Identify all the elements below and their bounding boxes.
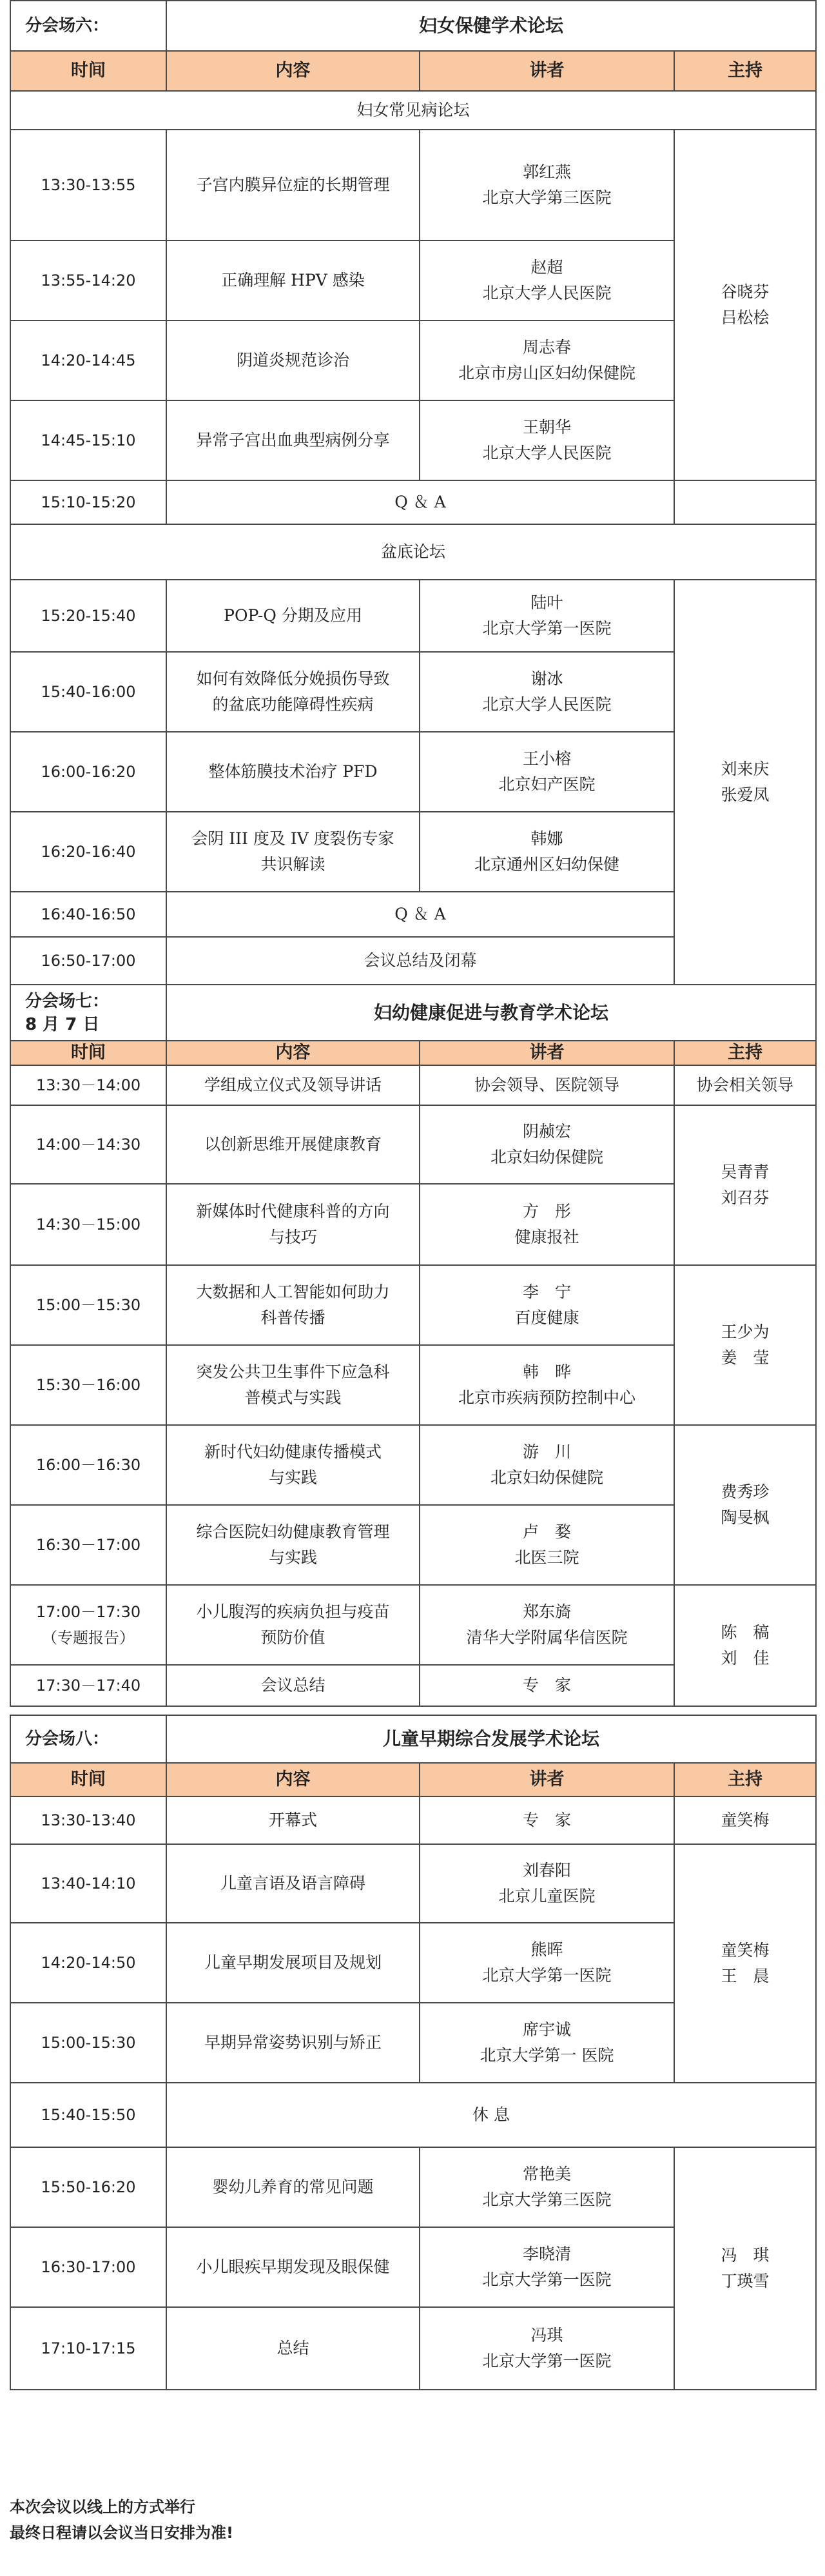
qa-cell: Q ＆ A <box>166 892 674 937</box>
host-cell: 王少为 姜 莹 <box>674 1265 816 1425</box>
speaker-cell: 冯琪 北京大学第一医院 <box>420 2307 674 2390</box>
content-cell: 正确理解 HPV 感染 <box>166 241 420 320</box>
session-8-table <box>10 1715 817 2390</box>
speaker-cell: 赵超 北京大学人民医院 <box>420 241 674 320</box>
content-cell: 阴道炎规范诊治 <box>166 320 420 400</box>
content-cell: 儿童言语及语言障碍 <box>166 1844 420 1923</box>
content-cell: 早期异常姿势识别与矫正 <box>166 2003 420 2083</box>
host-cell: 童笑梅 王 晨 <box>674 1844 816 2083</box>
col-header-host: 主持 <box>674 1763 816 1796</box>
break-cell: 休 息 <box>166 2083 816 2147</box>
content-cell: 整体筋膜技术治疗 PFD <box>166 732 420 812</box>
time-cell: 13:40-14:10 <box>10 1844 166 1923</box>
speaker-cell: 韩娜 北京通州区妇幼保健 <box>420 812 674 892</box>
session-7-table <box>10 985 817 1707</box>
col-header-speaker: 讲者 <box>420 51 674 91</box>
time-cell: 13:30-13:40 <box>10 1796 166 1844</box>
time-cell: 15:00-15:30 <box>10 2003 166 2083</box>
col-header-host: 主持 <box>674 51 816 91</box>
speaker-cell: 卢 婺 北医三院 <box>420 1505 674 1585</box>
time-cell: 15:10-15:20 <box>10 480 166 524</box>
host-cell: 童笑梅 <box>674 1796 816 1844</box>
session-title: 妇女保健学术论坛 <box>166 1 816 51</box>
time-cell: 17:10-17:15 <box>10 2307 166 2390</box>
speaker-cell: 韩 晔 北京市疾病预防控制中心 <box>420 1345 674 1425</box>
speaker-cell: 游 川 北京妇幼保健院 <box>420 1425 674 1505</box>
content-cell: 子宫内膜异位症的长期管理 <box>166 130 420 241</box>
time-cell: 14:20-14:50 <box>10 1923 166 2003</box>
note-online: 本次会议以线上的方式举行 <box>10 2498 195 2516</box>
col-header-time: 时间 <box>10 51 166 91</box>
time-cell: 15:30－16:00 <box>10 1345 166 1425</box>
time-cell: 16:40-16:50 <box>10 892 166 937</box>
col-header-content: 内容 <box>166 1041 420 1065</box>
time-cell: 13:30－14:00 <box>10 1065 166 1105</box>
host-cell-empty <box>674 480 816 524</box>
time-cell: 16:00-16:20 <box>10 732 166 812</box>
content-cell: 新时代妇幼健康传播模式 与实践 <box>166 1425 420 1505</box>
host-cell: 刘来庆 张爱凤 <box>674 580 816 985</box>
speaker-cell: 刘春阳 北京儿童医院 <box>420 1844 674 1923</box>
host-cell: 谷晓芬 吕松桧 <box>674 130 816 480</box>
col-header-speaker: 讲者 <box>420 1763 674 1796</box>
time-cell: 14:45-15:10 <box>10 400 166 480</box>
time-cell: 16:50-17:00 <box>10 937 166 985</box>
content-cell: POP-Q 分期及应用 <box>166 580 420 652</box>
host-cell: 冯 琪 丁瑛雪 <box>674 2147 816 2390</box>
col-header-time: 时间 <box>10 1041 166 1065</box>
content-cell: 综合医院妇幼健康教育管理 与实践 <box>166 1505 420 1585</box>
content-cell: 小儿眼疾早期发现及眼保健 <box>166 2227 420 2307</box>
speaker-cell: 李晓清 北京大学第一医院 <box>420 2227 674 2307</box>
speaker-cell: 熊晖 北京大学第一医院 <box>420 1923 674 2003</box>
speaker-cell: 席宇诚 北京大学第一 医院 <box>420 2003 674 2083</box>
content-cell: 大数据和人工智能如何助力 科普传播 <box>166 1265 420 1345</box>
time-cell: 15:20-15:40 <box>10 580 166 652</box>
session-label: 分会场六： <box>10 1 166 51</box>
speaker-cell: 王朝华 北京大学人民医院 <box>420 400 674 480</box>
time-cell: 17:00－17:30 （专题报告） <box>10 1585 166 1665</box>
session-label: 分会场八： <box>10 1715 166 1763</box>
time-cell: 15:40-16:00 <box>10 652 166 732</box>
time-cell: 15:00－15:30 <box>10 1265 166 1345</box>
session-title: 妇幼健康促进与教育学术论坛 <box>166 985 816 1041</box>
speaker-cell: 周志春 北京市房山区妇幼保健院 <box>420 320 674 400</box>
time-cell: 14:20-14:45 <box>10 320 166 400</box>
col-header-speaker: 讲者 <box>420 1041 674 1065</box>
sub-forum-title: 妇女常见病论坛 <box>10 91 816 130</box>
host-cell: 陈 稿 刘 佳 <box>674 1585 816 1706</box>
time-cell: 15:50-16:20 <box>10 2147 166 2227</box>
page <box>10 0 815 2390</box>
host-cell: 吴青青 刘召芬 <box>674 1105 816 1265</box>
content-cell: 突发公共卫生事件下应急科 普模式与实践 <box>166 1345 420 1425</box>
speaker-cell: 郑东旖 清华大学附属华信医院 <box>420 1585 674 1665</box>
session-6-table <box>10 0 817 985</box>
content-cell: 如何有效降低分娩损伤导致 的盆底功能障碍性疾病 <box>166 652 420 732</box>
col-header-host: 主持 <box>674 1041 816 1065</box>
content-cell: 会阴 III 度及 IV 度裂伤专家 共识解读 <box>166 812 420 892</box>
time-cell: 15:40-15:50 <box>10 2083 166 2147</box>
col-header-time: 时间 <box>10 1763 166 1796</box>
content-cell: 异常子宫出血典型病例分享 <box>166 400 420 480</box>
footer-notes <box>10 2494 815 2546</box>
speaker-cell: 谢冰 北京大学人民医院 <box>420 652 674 732</box>
speaker-cell: 方 彤 健康报社 <box>420 1184 674 1265</box>
speaker-cell: 李 宁 百度健康 <box>420 1265 674 1345</box>
col-header-content: 内容 <box>166 51 420 91</box>
qa-cell: Q ＆ A <box>166 480 674 524</box>
sub-forum-title: 盆底论坛 <box>10 524 816 580</box>
content-cell: 以创新思维开展健康教育 <box>166 1105 420 1184</box>
content-cell: 儿童早期发展项目及规划 <box>166 1923 420 2003</box>
host-cell: 协会相关领导 <box>674 1065 816 1105</box>
closing-cell: 会议总结及闭幕 <box>166 937 674 985</box>
content-cell: 会议总结 <box>166 1665 420 1706</box>
time-cell: 17:30－17:40 <box>10 1665 166 1706</box>
content-cell: 小儿腹泻的疾病负担与疫苗 预防价值 <box>166 1585 420 1665</box>
time-cell: 16:00－16:30 <box>10 1425 166 1505</box>
content-cell: 新媒体时代健康科普的方向 与技巧 <box>166 1184 420 1265</box>
session-title: 儿童早期综合发展学术论坛 <box>166 1715 816 1763</box>
speaker-cell: 专 家 <box>420 1796 674 1844</box>
speaker-cell: 阴赪宏 北京妇幼保健院 <box>420 1105 674 1184</box>
col-header-content: 内容 <box>166 1763 420 1796</box>
speaker-cell: 郭红燕 北京大学第三医院 <box>420 130 674 241</box>
host-cell: 费秀珍 陶旻枫 <box>674 1425 816 1585</box>
time-cell: 13:55-14:20 <box>10 241 166 320</box>
note-final-schedule: 最终日程请以会议当日安排为准! <box>10 2524 233 2542</box>
content-cell: 婴幼儿养育的常见问题 <box>166 2147 420 2227</box>
speaker-cell: 专 家 <box>420 1665 674 1706</box>
speaker-cell: 陆叶 北京大学第一医院 <box>420 580 674 652</box>
time-cell: 14:00－14:30 <box>10 1105 166 1184</box>
speaker-cell: 协会领导、医院领导 <box>420 1065 674 1105</box>
speaker-cell: 王小榕 北京妇产医院 <box>420 732 674 812</box>
time-cell: 16:20-16:40 <box>10 812 166 892</box>
time-cell: 16:30－17:00 <box>10 1505 166 1585</box>
time-cell: 14:30－15:00 <box>10 1184 166 1265</box>
speaker-cell: 常艳美 北京大学第三医院 <box>420 2147 674 2227</box>
content-cell: 总结 <box>166 2307 420 2390</box>
time-cell: 16:30-17:00 <box>10 2227 166 2307</box>
content-cell: 学组成立仪式及领导讲话 <box>166 1065 420 1105</box>
time-cell: 13:30-13:55 <box>10 130 166 241</box>
session-label: 分会场七： 8 月 7 日 <box>10 985 166 1041</box>
content-cell: 开幕式 <box>166 1796 420 1844</box>
